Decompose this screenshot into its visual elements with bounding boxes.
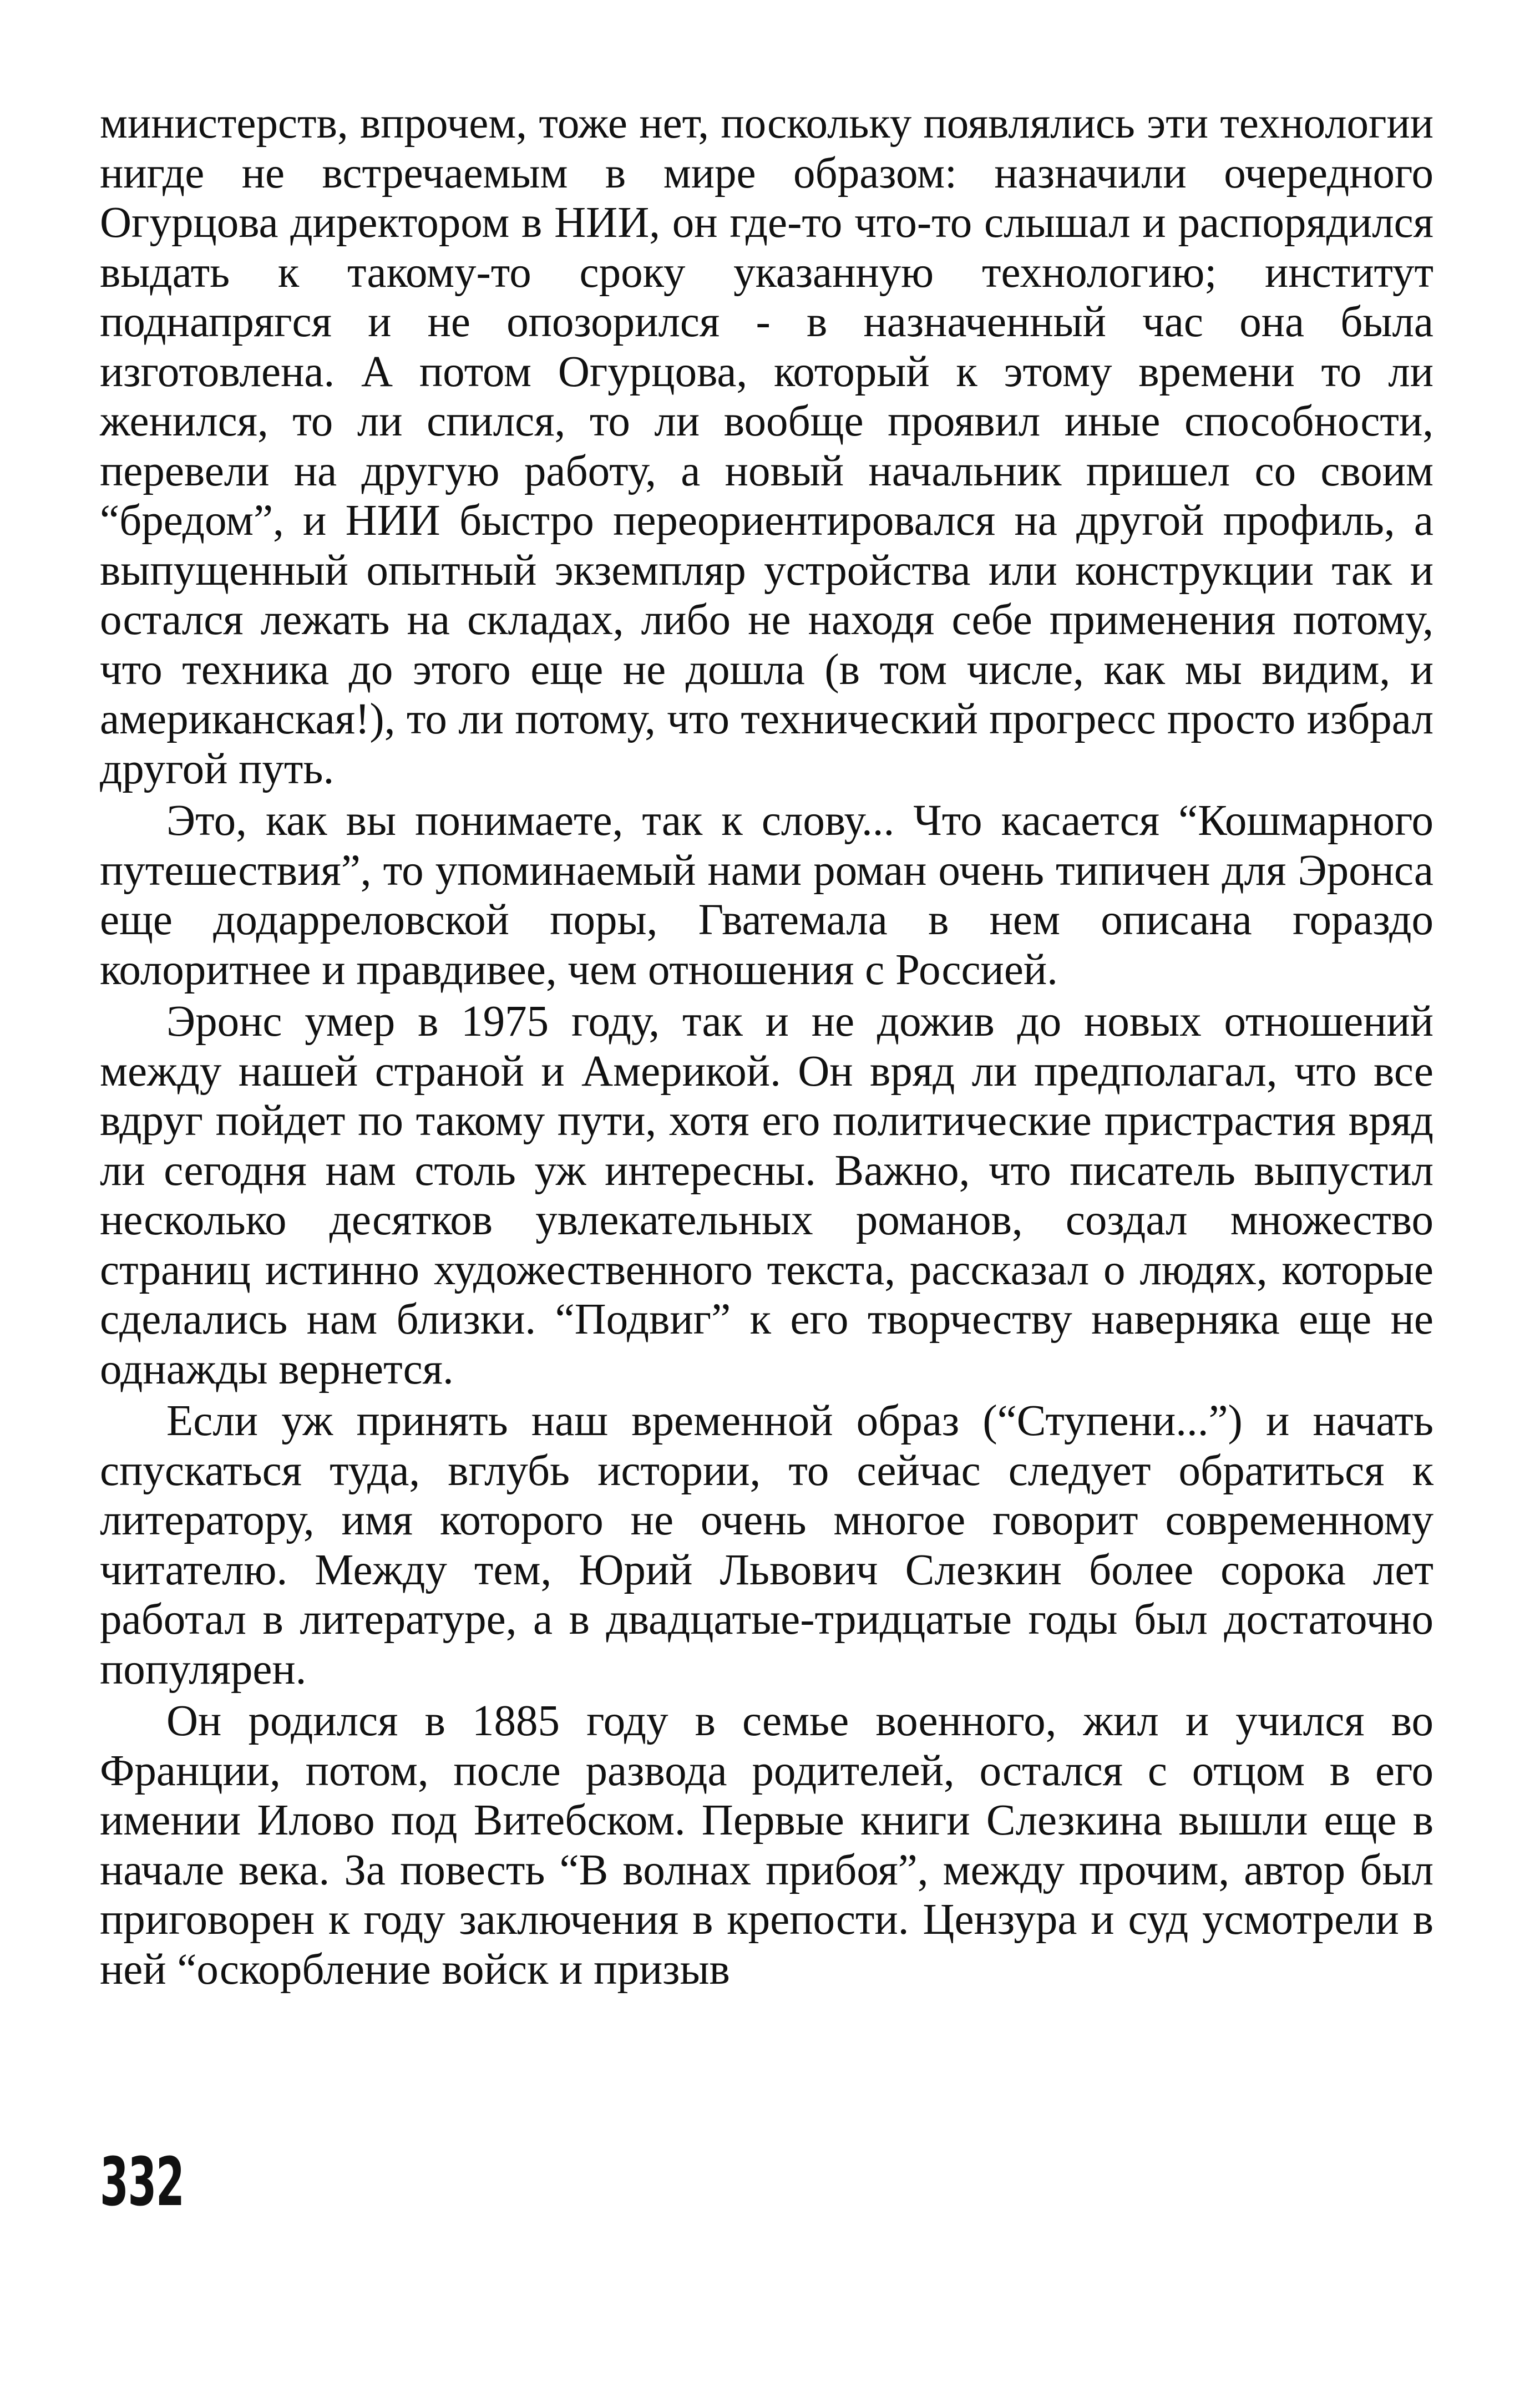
page-body (100, 99, 1433, 1994)
page-number: 332 (100, 2144, 184, 2221)
paragraph-5: Он родился в 1885 году в семье военного, жил и учился во Франции, потом, после развода родителей, остался с отцом в его имении Илово под Витебском. Первые книги Слезкина вышли еще в начале века. За повесть “В волнах прибоя”, между прочим, автор был приговорен к году заключения в крепости. Цензура и суд усмотрели в ней “оскорбление войск и призыв (100, 1697, 1433, 1994)
paragraph-3: Эронс умер в 1975 году, так и не дожив до новых отношений между нашей страной и Америкой. Он вряд ли предполагал, что все вдруг пойдет по такому пути, хотя его политические пристрастия вряд ли сегодня нам столь уж интересны. Важно, что писатель выпустил несколько десятков увлекательных романов, создал множество страниц истинно художественного текста, рассказал о людях, которые сделались нам близки. “Подвиг” к его творчеству наверняка еще не однажды вернется. (100, 997, 1433, 1393)
paragraph-1: министерств, впрочем, тоже нет, поскольку появлялись эти технологии нигде не встречаемым в мире образом: назначили очередного Огурцова директором в НИИ, он где-то что-то слышал и распорядился выдать к такому-то сроку указанную технологию; институт поднапрягся и не опозорился - в назначенный час она была изготовлена. А потом Огурцова, который к этому времени то ли женился, то ли спился, то ли вообще проявил иные способности, перевели на другую работу, а новый начальник пришел со своим “бредом”, и НИИ быстро переориентировался на другой профиль, а выпущенный опытный экземпляр устройства или конструкции так и остался лежать на складах, либо не находя себе применения потому, что техника до этого еще не дошла (в том числе, как мы видим, и американская!), то ли потому, что технический прогресс просто избрал другой путь. (100, 99, 1433, 793)
paragraph-4: Если уж принять наш временной образ (“Ступени...”) и начать спускаться туда, вглубь истории, то сейчас следует обратиться к литератору, имя которого не очень многое говорит современному читателю. Между тем, Юрий Львович Слезкин более сорока лет работал в литературе, а в двадцатые-тридцатые годы был достаточно популярен. (100, 1397, 1433, 1694)
paragraph-2: Это, как вы понимаете, так к слову... Что касается “Кошмарного путешествия”, то упоминаемый нами роман очень типичен для Эронса еще додарреловской поры, Гватемала в нем описана гораздо колоритнее и правдивее, чем отношения с Россией. (100, 797, 1433, 994)
